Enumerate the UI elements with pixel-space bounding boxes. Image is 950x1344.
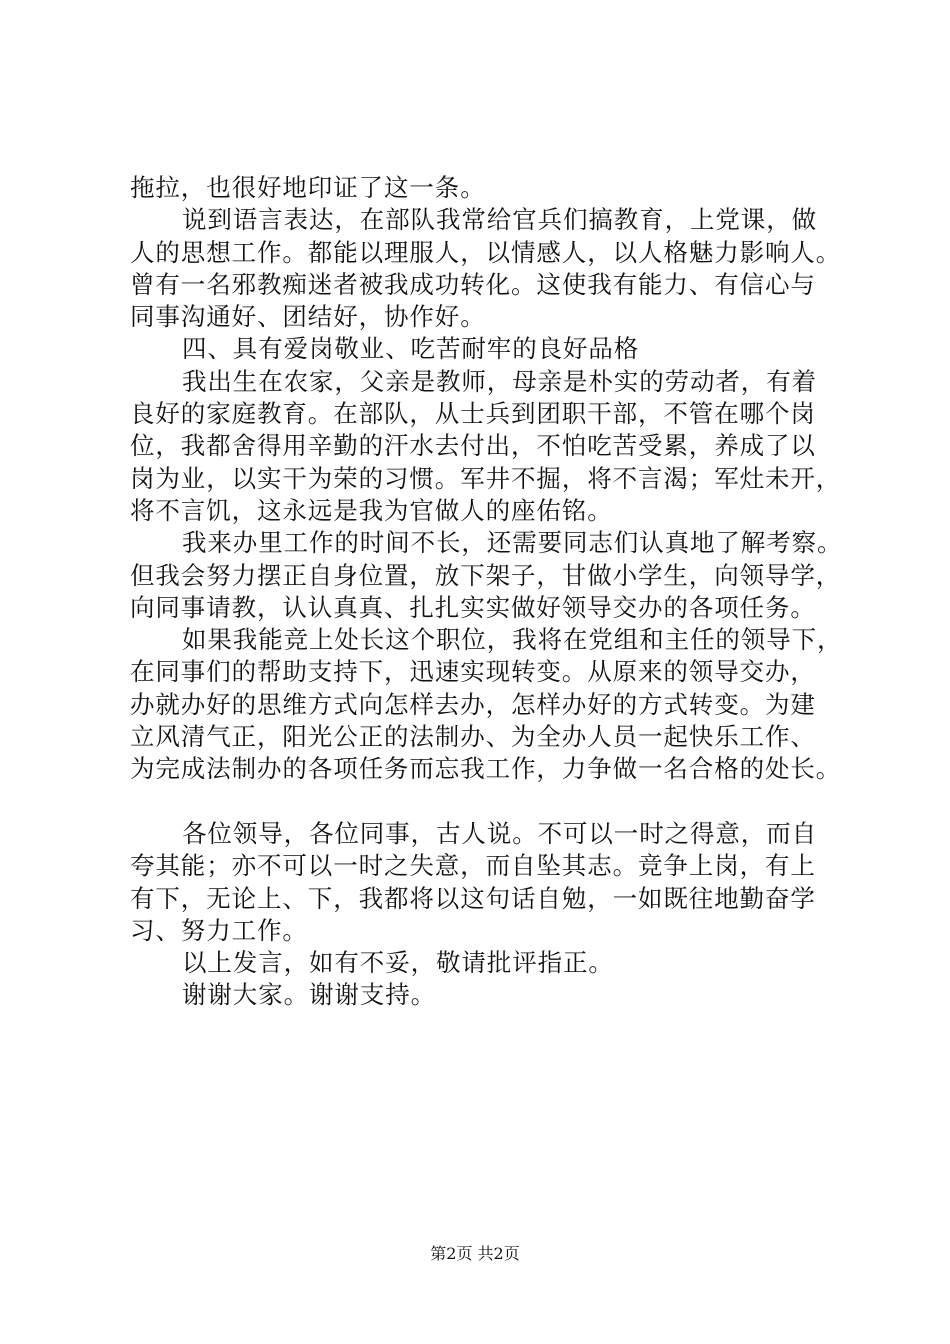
paragraph-line: 各位领导，各位同事，古人说。不可以一时之得意，而自 [182, 818, 817, 848]
paragraph-line: 我来办里工作的时间不长，还需要同志们认真地了解考察。 [182, 528, 843, 558]
paragraph-line: 我出生在农家，父亲是教师，母亲是朴实的劳动者，有着 [182, 366, 817, 396]
page-number-footer: 第2页 共2页 [430, 1244, 520, 1263]
text-line: 在同事们的帮助支持下，迅速实现转变。从原来的领导交办， [130, 657, 816, 687]
paragraph-line: 以上发言，如有不妥，敬请批评指正。 [182, 948, 614, 978]
text-line: 岗为业，以实干为荣的习惯。军井不掘，将不言渴；军灶未开， [130, 463, 842, 493]
text-line: 有下，无论上、下，我都将以这句话自勉，一如既往地勤奋学 [130, 883, 816, 913]
text-line: 办就办好的思维方式向怎样去办，怎样办好的方式转变。为建 [130, 689, 816, 719]
text-line: 立风清气正，阳光公正的法制办、为全办人员一起快乐工作、 [130, 722, 816, 752]
text-line: 夸其能；亦不可以一时之失意，而自坠其志。竞争上岗，有上 [130, 851, 816, 881]
section-heading: 四、具有爱岗敬业、吃苦耐牢的良好品格 [182, 334, 640, 364]
paragraph-line: 谢谢大家。谢谢支持。 [182, 980, 436, 1010]
text-line: 曾有一名邪教痴迷者被我成功转化。这使我有能力、有信心与 [130, 269, 816, 299]
text-line: 拖拉，也很好地印证了这一条。 [130, 173, 486, 202]
document-body [130, 172, 843, 1012]
paragraph-line: 说到语言表达，在部队我常给官兵们搞教育，上党课，做 [182, 205, 817, 235]
text-line: 但我会努力摆正自身位置，放下架子，甘做小学生，向领导学， [130, 560, 842, 590]
text-line: 位，我都舍得用辛勤的汗水去付出，不怕吃苦受累，养成了以 [130, 431, 816, 461]
text-line: 人的思想工作。都能以理服人，以情感人，以人格魅力影响人。 [130, 237, 842, 267]
text-line: 向同事请教，认认真真、扎扎实实做好领导交办的各项任务。 [130, 592, 816, 622]
paragraph-line: 如果我能竞上处长这个职位，我将在党组和主任的领导下， [182, 625, 843, 655]
text-line: 为完成法制办的各项任务而忘我工作，力争做一名合格的处长。 [130, 754, 842, 784]
paragraph-spacer [130, 786, 830, 818]
text-line: 良好的家庭教育。在部队，从士兵到团职干部，不管在哪个岗 [130, 399, 816, 429]
text-line: 习、努力工作。 [130, 915, 308, 945]
text-line: 同事沟通好、团结好，协作好。 [130, 302, 486, 332]
text-line: 将不言饥，这永远是我为官做人的座佑铭。 [130, 495, 613, 525]
